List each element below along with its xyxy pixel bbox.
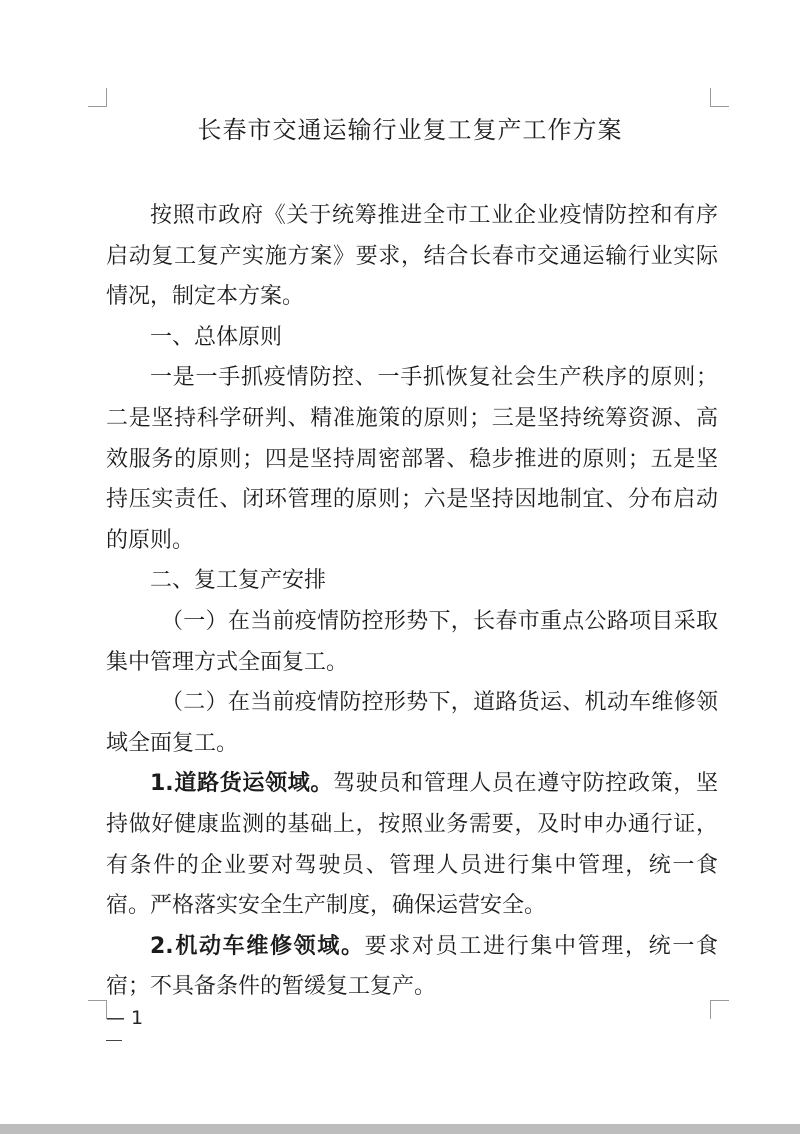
freight-paragraph [106,764,718,926]
principles-paragraph: 一是一手抓疫情防控、一手抓恢复社会生产秩序的原则；二是坚持科学研判、精准施策的原则；三是坚持统筹资源、高效服务的原则；四是坚持周密部署、稳步推进的原则；五是坚持压实责任、闭环管理的原则；六是坚持因地制宜、分布启动的原则。 [106,365,718,553]
repair-label: 2.机动车维修领域。 [150,933,365,959]
arrangement-item-1: （一）在当前疫情防控形势下，长春市重点公路项目采取集中管理方式全面复工。 [106,608,718,675]
freight-label: 1.道路货运领域。 [150,771,334,797]
intro-paragraph: 按照市政府《关于统筹推进全市工业企业疫情防控和有序启动复工复产实施方案》要求，结合长春市交通运输行业实际情况，制定本方案。 [106,203,718,310]
crop-mark-bottom-left [88,1000,107,1019]
page-number: — 1 [106,1007,144,1029]
repair-paragraph [106,927,718,1008]
crop-mark-top-right [710,88,729,107]
crop-mark-top-left [88,88,107,107]
section-heading-arrangements: 二、复工复产安排 [150,568,327,594]
repair-text: 要求对员工进行集中管理，统一食宿；不具备条件的暂缓复工复产。 [106,933,718,1000]
arrangement-item-2: （二）在当前疫情防控形势下，道路货运、机动车维修领域全面复工。 [106,690,718,756]
freight-text: 驾驶员和管理人员在遵守防控政策，坚持做好健康监测的基础上，按照业务需要，及时申办通行证，有条件的企业要对驾驶员、管理人员进行集中管理，统一食宿。严格落实安全生产制度，确保运营安全。 [106,771,718,919]
document-body [106,196,718,1008]
viewer-bottom-edge [0,1124,800,1134]
document-title: 长春市交通运输行业复工复产工作方案 [197,116,623,144]
section-heading-principles: 一、总体原则 [150,324,283,350]
page-number-tail-dash [106,1040,122,1041]
